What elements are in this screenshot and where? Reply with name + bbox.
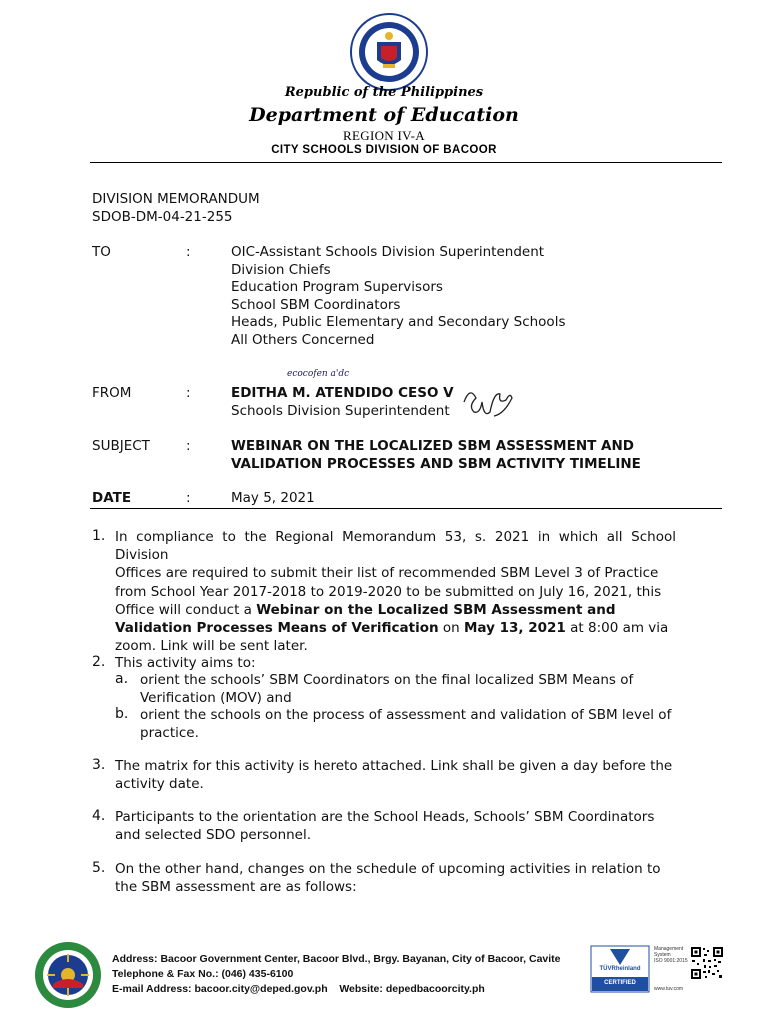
item-number: 1. [92, 528, 106, 544]
division-heading: CITY SCHOOLS DIVISION OF BACOOR [271, 144, 497, 156]
item-number: 5. [92, 860, 106, 876]
recipient: School SBM Coordinators [231, 296, 401, 313]
paragraph-text: The matrix for this activity is hereto attached. Link shall be given a day before the activity date. [115, 758, 673, 793]
recipient: OIC-Assistant Schools Division Superintendent [231, 244, 545, 260]
tuv-name: TÜVRheinland [599, 966, 641, 972]
date-value: May 5, 2021 [231, 490, 315, 506]
department-heading: Department of Education [249, 104, 519, 126]
date-colon: : [186, 490, 191, 506]
sub-item-text: orient the schools’ SBM Coordinators on the final localized SBM Means of Verification (MOV) and [140, 672, 634, 706]
from-title: Schools Division Superintendent [231, 403, 450, 419]
footer-address: Address: Bacoor Government Center, Bacoor Blvd., Brgy. Bayanan, City of Bacoor, Cavite [112, 953, 561, 965]
sub-item-label: a. [115, 671, 129, 687]
text-line: In compliance to the Regional Memorandum 53, s. 2021 in which all School Division [115, 529, 676, 564]
memo-type: DIVISION MEMORANDUM [92, 191, 260, 207]
paragraph-text: Participants to the orientation are the School Heads, Schools’ SBM Coordinators and selected SDO personnel. [115, 809, 655, 844]
item-number: 4. [92, 808, 106, 824]
from-label: FROM [92, 385, 132, 401]
footer-phone: Telephone & Fax No.: (046) 435-6100 [112, 968, 294, 980]
to-label: TO [92, 244, 111, 260]
item-number: 2. [92, 654, 106, 670]
to-colon: : [186, 244, 191, 260]
tuv-certification-badge [590, 945, 650, 993]
region-heading: REGION IV-A [343, 128, 425, 143]
text-line: Offices are required to submit their list of recommended SBM Level 3 of Practice [115, 565, 659, 582]
paragraph-intro: This activity aims to: [115, 655, 256, 671]
memo-number: SDOB-DM-04-21-255 [92, 209, 233, 225]
sub-item-text: orient the schools on the process of assessment and validation of SBM level of practice. [140, 707, 672, 741]
text-line: from School Year 2017-2018 to 2019-2020 to be submitted on July 16, 2021, this [115, 583, 662, 600]
subject-label: SUBJECT [92, 438, 150, 454]
memo-divider [90, 508, 722, 509]
handwritten-initials: ecocofen a'dc [287, 369, 350, 379]
recipient: All Others Concerned [231, 331, 375, 348]
tuv-certified: CERTIFIED [604, 980, 636, 986]
text-line: Office will conduct a Webinar on the Localized SBM Assessment and [115, 601, 616, 618]
paragraph-text [115, 528, 676, 655]
text-line: Validation Processes Means of Verification on May 13, 2021 at 8:00 am via [115, 620, 669, 637]
division-logo [33, 940, 103, 1010]
cert-text: Management System ISO 9001:2015 www.tuv.com [654, 946, 688, 992]
to-recipients [231, 244, 565, 350]
subject-line: WEBINAR ON THE LOCALIZED SBM ASSESSMENT AND [231, 438, 634, 454]
subject-line: VALIDATION PROCESSES AND SBM ACTIVITY TIMELINE [231, 456, 641, 472]
text-line: zoom. Link will be sent later. [115, 638, 308, 655]
recipient: Heads, Public Elementary and Secondary Schools [231, 314, 566, 331]
sub-item-label: b. [115, 706, 129, 722]
from-colon: : [186, 385, 191, 401]
from-name: EDITHA M. ATENDIDO CESO V [231, 385, 454, 401]
recipient: Education Program Supervisors [231, 279, 443, 296]
footer-contact: E-mail Address: bacoor.city@deped.gov.ph Website: depedbacoorcity.ph [112, 983, 485, 995]
header-divider [90, 162, 722, 163]
signature [458, 380, 520, 420]
paragraph-text: On the other hand, changes on the schedule of upcoming activities in relation to the SBM assessment are as follows: [115, 861, 661, 896]
qr-code [690, 946, 724, 980]
recipient: Division Chiefs [231, 261, 331, 278]
date-label: DATE [92, 490, 132, 506]
item-number: 3. [92, 757, 106, 773]
subject-colon: : [186, 438, 191, 454]
deped-seal [349, 12, 429, 92]
republic-heading: Republic of the Philippines [284, 85, 484, 100]
